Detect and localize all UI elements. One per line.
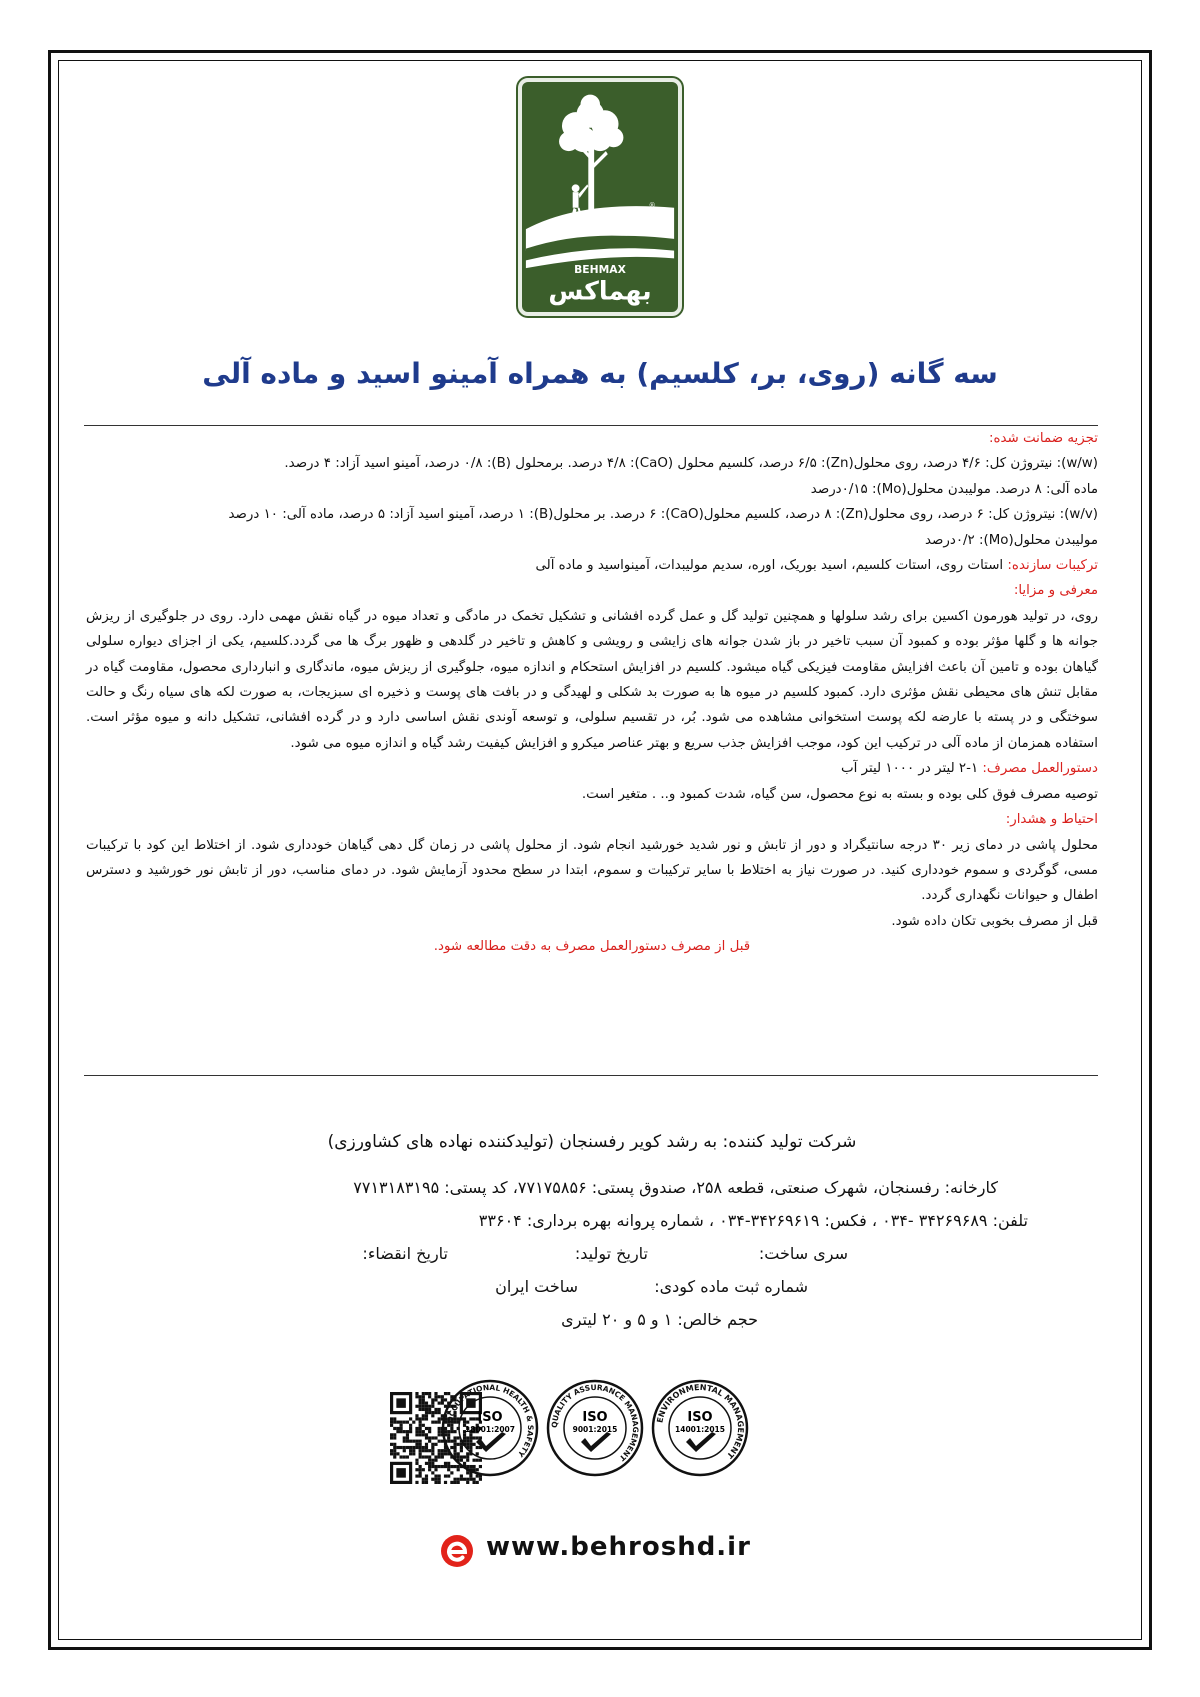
production-date-label: تاریخ تولید: [574,1244,648,1263]
analysis-wv-line-1: (w/v): نیتروژن کل: ۶ درصد، روی محلول(Zn): ۸ درصد، کلسیم محلول(CaO): ۶ درصد. بر محلول(B): ۱ درصد، آمینو اسید آزاد: ۵ درصد، ماده آلی: ۱۰ درصد [228,507,1098,523]
ingredients-label: ترکیبات سازنده: [1007,558,1098,574]
checkmark-icon [476,1432,506,1452]
iso-9001-iso: ISO [582,1410,608,1425]
usage-label: دستورالعمل مصرف: [982,761,1098,777]
tree-logo-icon [522,82,678,312]
analysis-ww-line-1: (w/w): نیتروژن کل: ۴/۶ درصد، روی محلول(Zn): ۶/۵ درصد، کلسیم محلول (CaO): ۴/۸ درصد. برمحلول (B): ۰/۸ درصد، آمینو اسید آزاد: ۴ درصد. [284,456,1098,472]
checkmark-icon [686,1432,716,1452]
checkmark-icon [581,1432,611,1452]
analysis-heading: تجزیه ضمانت شده: [988,431,1098,446]
series-label: سری ساخت: [758,1244,848,1263]
factory-address [86,1171,1098,1204]
website-url[interactable]: www.behroshd.ir [486,1532,751,1562]
iso-14001-badge-icon [650,1378,750,1478]
ingredients-text: استات روی، استات کلسیم، اسید بوریک، اوره، سدیم مولیبدات، آمینواسید و ماده آلی [535,558,1008,574]
net-volume: حجم خالص: ۱ و ۵ و ۲۰ لیتری [561,1310,758,1329]
iso-9001-ring-text: QUALITY ASSURANCE MANAGEMENT [549,1382,641,1463]
usage-text: ۱-۲ لیتر در ۱۰۰۰ لیتر آب [840,761,983,777]
iso-9001-badge-icon [545,1378,645,1478]
caution-heading: احتیاط و هشدار: [1005,812,1098,828]
factory-address-text: کارخانه: رفسنجان، شهرک صنعتی، قطعه ۲۵۸، صندوق پستی: ۷۷۱۷۵۸۵۶، کد پستی: ۷۷۱۳۱۸۳۱۹۵ [353,1178,998,1197]
iso-9001-code: 9001:2015 [572,1425,618,1434]
product-details [86,426,1098,960]
phone-fax-line [86,1204,1098,1237]
ingredients [86,553,1098,578]
expiry-date-label: تاریخ انقضاء: [362,1244,448,1263]
usage-note: توصیه مصرف فوق کلی بوده و بسته به نوع محصول، سن گیاه، شدت کمبود و.. . متغیر است. [581,786,1098,802]
iso-18001-badge-icon [440,1378,540,1478]
website-e-icon [440,1534,474,1568]
net-volume-row [86,1303,1098,1336]
product-title: سه گانه (روی، بر، کلسیم) به همراه آمینو اسید و ماده آلی [202,357,998,390]
brand-latin: BEHMAX [574,263,626,277]
analysis-ww-line-2: ماده آلی: ۸ درصد. مولیبدن محلول(Mo): ۰/۱۵درصد [810,481,1098,497]
analysis-wv-line-2: مولیبدن محلول(Mo): ۰/۲درصد [925,532,1098,548]
iso-18001-iso: ISO [477,1410,503,1425]
iso-certifications [360,1378,840,1488]
dates-row [86,1237,1098,1270]
made-in-label: ساخت ایران [495,1277,578,1296]
iso-14001-iso: ISO [687,1410,713,1425]
registration-label: شماره ثبت ماده کودی: [654,1277,808,1296]
behmax-logo [518,78,682,316]
intro-heading: معرفی و مزایا: [1013,583,1098,599]
iso-14001-ring-text: ENVIRONMENTAL MANAGEMENT [655,1382,746,1461]
registration-row [86,1270,1098,1303]
bottom-divider [84,1075,1098,1076]
shake-note: قبل از مصرف بخوبی تکان داده شود. [891,913,1098,929]
iso-14001-code: 14001:2015 [675,1425,725,1434]
manufacturer-company: شرکت تولید کننده: به رشد کویر رفسنجان (تولیدکننده نهاده های کشاورزی) [327,1132,857,1152]
brand-persian: بهماکس [548,275,652,306]
registered-mark: ® [648,201,656,210]
iso-18001-ring-text: OCCUPATIONAL HEALTH & SAFETY [445,1382,536,1459]
usage [86,756,1098,781]
phone-fax-text: تلفن: ۳۴۲۶۹۶۸۹ -۰۳۴ ، فکس: ۳۴۲۶۹۶۱۹-۰۳۴ ، شماره پروانه بهره برداری: ۳۳۶۰۴ [478,1211,1028,1230]
caution-text: محلول پاشی در دمای زیر ۳۰ درجه سانتیگراد و دور از تابش و نور شدید خورشید انجام شود. از محلول پاشی در زمان گل دهی گیاهان خودداری شود. از اختلاط این کود با ترکیبات مسی، گوگردی و سموم خودداری کنید. در صورت نیاز به اختلاط با سایر ترکیبات و سموم، ابتدا در سطح محدود آزمایش شود. در دمای مناسب، دور از تابش نور خورشید و دسترس اطفال و حیوانات نگهداری گردد. [86,837,1099,904]
read-instructions-note: قبل از مصرف دستورالعمل مصرف به دقت مطالعه شود. [433,939,751,955]
manufacturer-info [86,1126,1098,1336]
iso-18001-code: 18001:2007 [465,1425,515,1434]
intro-text: روی، در تولید هورمون اکسین برای رشد سلولها و همچنین تولید گل و عمل گرده افشانی و تشکیل تخمک در مادگی و تعداد میوه در گیاه نقش مهمی دارد. روی در جلوگیری از ریزش جوانه ها و گلها مؤثر بوده و کمبود آن سبب تاخیر در باز شدن جوانه های زایشی و رویشی و کاهش و تاخیر در گلدهی و ظهور برگ ها می گردد.کلسیم، یکی از اجزای دیواره سلولی گیاهان بوده و تامین آن باعث افزایش مقاومت فیزیکی گیاه میشود. کلسیم در افزایش استحکام و اندازه میوه، جلوگیری از ریزش میوه، ماندگاری و انبارداری محصول، مقاومت گیاه در مقابل تنش های محیطی نقش مؤثری دارد. کمبود کلسیم در میوه ها به صورت بد شکلی و لهیدگی و در بافت های پوست و ذخیره ای سبزیجات، به صورت لکه های سیاه رنگ و حالت سوختگی و در پسته با عارضه لکه پوست استخوانی مشاهده می شود. بُر، در تقسیم سلولی، و توسعه آوندی نقش اساسی دارد و در گرده افشانی، تشکیل دانه و میوه مؤثر است. استفاده همزمان از ماده آلی در ترکیب این کود، موجب افزایش جذب سریع و بهتر عناصر میکرو و افزایش کیفیت رشد گیاه و اندازه میوه می شود. [86,608,1098,751]
website-footer[interactable] [440,1530,780,1570]
